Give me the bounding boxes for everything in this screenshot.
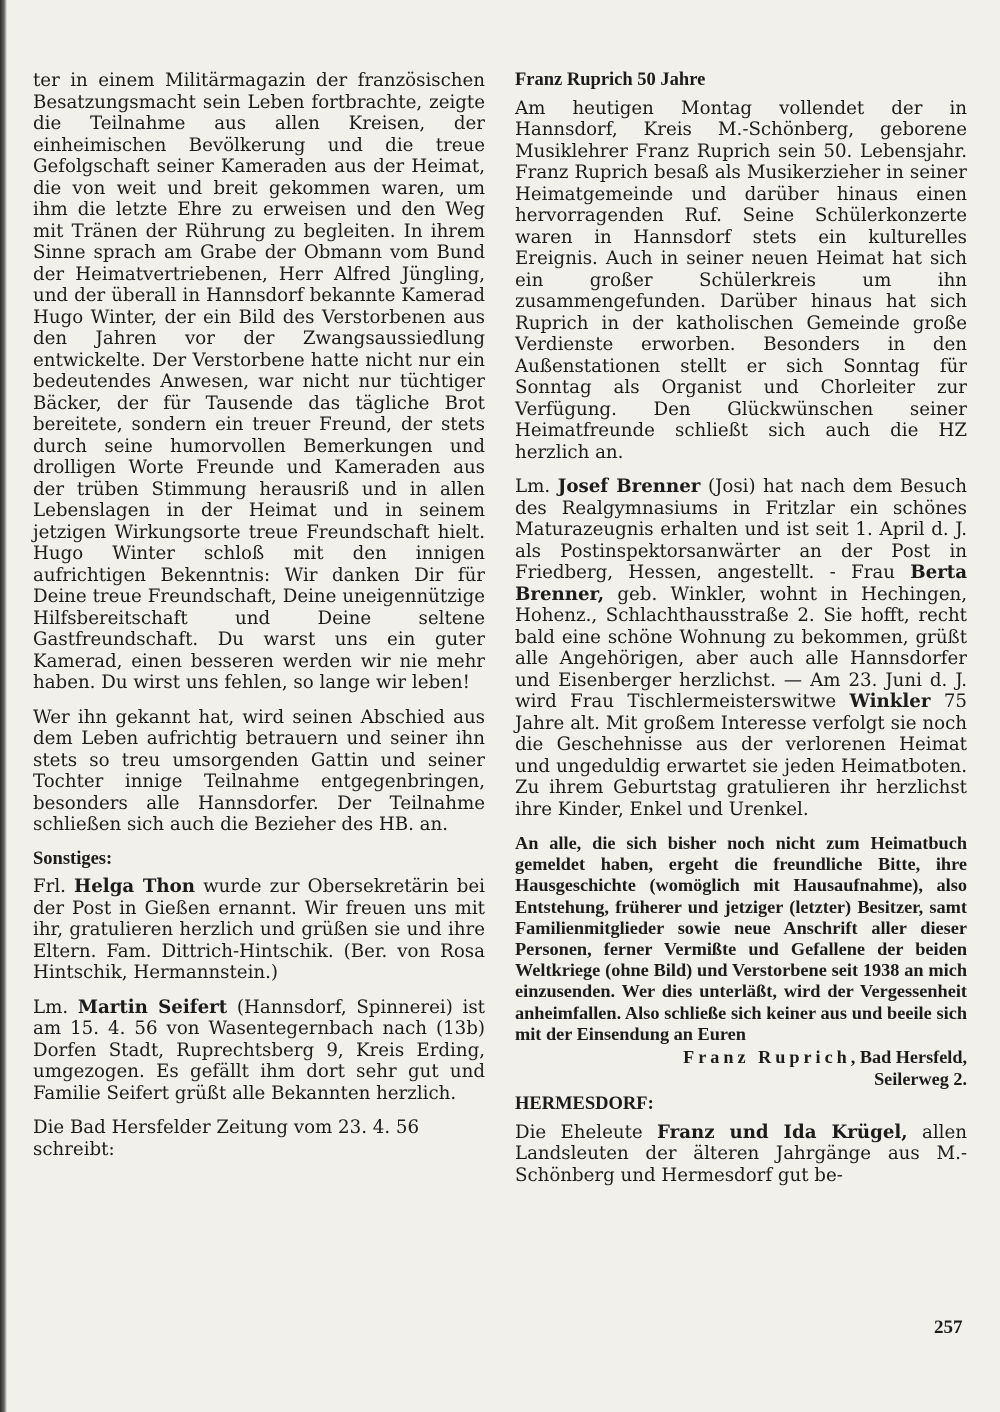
- news-item-martin-seifert: [33, 997, 485, 1105]
- section-heading-sonstiges: Sonstiges:: [33, 848, 113, 869]
- page-number: 257: [934, 1317, 963, 1338]
- news-item-kruegel: [515, 1122, 967, 1187]
- news-text: wurde zur Obersekretärin bei der Post in Gießen ernannt. Wir freuen uns mit ihr, gratulieren herzlich und grüßen sie und ihre Eltern. Fam. Dittrich-Hintschik. (Ber. von Rosa Hintschik, Hermannstein.): [33, 876, 485, 983]
- person-name: Helga Thon: [74, 876, 195, 897]
- right-column: [515, 70, 967, 1199]
- section-heading-hermesdorf: HERMESDORF:: [515, 1094, 654, 1115]
- news-item-helga-thon: [33, 876, 485, 984]
- obituary-paragraph: ter in einem Militärmagazin der französischen Besatzungsmacht sein Leben fortbrachte, zeigte die Teilnahme aus allen Kreisen, der einheimischen Bevölkerung und die treue Gefolgschaft seiner Kameraden aus der Heimat, die von weit und breit gekommen waren, um ihm die letzte Ehre zu erweisen und den Weg mit Tränen der Rührung zu begleiten. In ihrem Sinne sprach am Grabe der Obmann vom Bund der Heimatvertriebenen, Herr Alfred Jüngling, und der überall in Hannsdorf bekannte Kamerad Hugo Winter, der ein Bild des Verstorbenen aus den Jahren vor der Zwangsaussiedlung entwickelte. Der Verstorbene hatte nicht nur ein bedeutendes Anwesen, war nicht nur tüchtiger Bäcker, der für Tausende das tägliche Brot bereitete, sondern ein treuer Freund, der stets durch seine humorvollen Bemerkungen und drolligen Worte Freunde und Kameraden aus der trüben Stimmung herausriß und in allen Lebenslagen in der Heimat und in seinem jetzigen Wirkungsorte treue Freundschaft hielt. Hugo Winter schloß mit den innigen aufrichtigen Bekenntnis: Wir danken Dir für Deine treue Freundschaft, Deine uneigennützige Hilfsbereitschaft und Deine seltene Gastfreundschaft. Du warst uns ein guter Kamerad, einen besseren werden wir nie mehr haben. Du wirst uns fehlen, so lange wir leben!: [33, 70, 485, 693]
- signature-place: , Bad Hersfeld,: [850, 1047, 967, 1068]
- signature-name: Franz Ruprich: [683, 1047, 851, 1068]
- heimatbuch-notice: An alle, die sich bisher noch nicht zum Heimatbuch gemeldet haben, ergeht die freundliche Bitte, ihre Hausgeschichte (womöglich mit Hausaufnahme), also Entstehung, früherer und jetziger (letzter) Besitzer, samt Familienmitglieder sowie neue Anschrift aller dieser Personen, ferner Vermißte und Gefallene der beiden Weltkriege (ohne Bild) und Verstorbene seit 1938 an mich einzusenden. Wer dies unterläßt, wird der Vergessenheit anheimfallen. Also schließe sich keiner aus und beeile sich mit der Einsendung an Euren: [515, 833, 967, 1044]
- article-heading-ruprich: Franz Ruprich 50 Jahre: [515, 70, 706, 90]
- news-text: geb. Winkler, wohnt in Hechingen, Hohenz., Schlachthausstraße 2. Sie hofft, recht bald eine schöne Wohnung zu bekommen, grüßt alle Angehörigen, aber auch alle Hannsdorfer und Eisenberger herzlichst. — Am 23. Juni d. J. wird Frau Tischlermeisterswitwe: [515, 583, 967, 712]
- condolence-paragraph: Wer ihn gekannt hat, wird seinen Abschied aus dem Leben aufrichtig betrauern und seiner ihn stets so treu umsorgenden Gattin und seiner Tochter innige Teilnahme entgegenbringen, besonders alle Hannsdorfer. Der Teilnahme schließen sich auch die Bezieher des HB. an.: [33, 706, 485, 835]
- signature-block: [515, 1047, 967, 1090]
- title-prefix: Lm.: [515, 476, 551, 497]
- person-name: Josef Brenner: [557, 476, 701, 497]
- news-text: 75 Jahre alt. Mit großem Interesse verfolgt sie noch die Geschehnisse aus der verlorenen Heimat und ungeduldig erwartet sie jeden Heimatboten. Zu ihrem Geburtstag gratulieren ihr herzlichst ihre Kinder, Enkel und Urenkel.: [515, 691, 967, 820]
- person-name: Martin Seifert: [77, 996, 228, 1018]
- person-name: Winkler: [849, 691, 931, 712]
- newspaper-quote-intro: Die Bad Hersfelder Zeitung vom 23. 4. 56 schreibt:: [33, 1117, 420, 1160]
- title-prefix: Die Eheleute: [515, 1121, 643, 1143]
- person-name: Berta Brenner,: [515, 562, 967, 605]
- news-text: (Hannsdorf, Spinnerei) ist am 15. 4. 56 von Wasentegernbach nach (13b) Dorfen Stadt, Ruprechtsberg 9, Kreis Erding, umgezogen. Es gefällt ihm dort sehr gut und Familie Seifert grüßt alle Bekannten herzlich.: [33, 996, 485, 1104]
- page-binding-edge: [0, 0, 7, 1412]
- title-prefix: Frl.: [33, 876, 66, 897]
- ruprich-article-paragraph: Am heutigen Montag vollendet der in Hannsdorf, Kreis M.-Schönberg, geborene Musiklehrer Franz Ruprich sein 50. Lebensjahr. Franz Ruprich besaß als Musikerzieher in seiner Heimatgemeinde und darüber hinaus einen hervorragenden Ruf. Seine Schülerkonzerte waren in Hannsdorf stets ein kulturelles Ereignis. Auch in seiner neuen Heimat hat sich ein großer Schülerkreis um ihn zusammengefunden. Darüber hinaus hat sich Ruprich in der katholischen Gemeinde große Verdienste erworben. Besonders in den Außenstationen stellt er sich Sonntag für Sonntag als Organist und Chorleiter zur Verfügung. Den Glückwünschen seiner Heimatfreunde schließt sich auch die HZ herzlich an.: [515, 97, 967, 463]
- signature-line: [515, 1047, 967, 1069]
- signature-street: Seilerweg 2.: [874, 1068, 967, 1089]
- news-item-brenner-winkler: [515, 476, 967, 820]
- left-column: [33, 70, 485, 1173]
- person-name: Franz und Ida Krügel,: [657, 1121, 908, 1143]
- news-text: (Josi) hat nach dem Besuch des Realgymnasiums in Fritzlar ein schönes Maturazeugnis erhalten und ist seit 1. April d. J. als Postinspektorsanwärter an der Post in Friedberg, Hessen, angestellt. - Frau: [515, 476, 967, 583]
- news-text: allen Landsleuten der älteren Jahrgänge aus M.-Schönberg und Hermesdorf gut be-: [515, 1121, 967, 1186]
- title-prefix: Lm.: [33, 996, 69, 1018]
